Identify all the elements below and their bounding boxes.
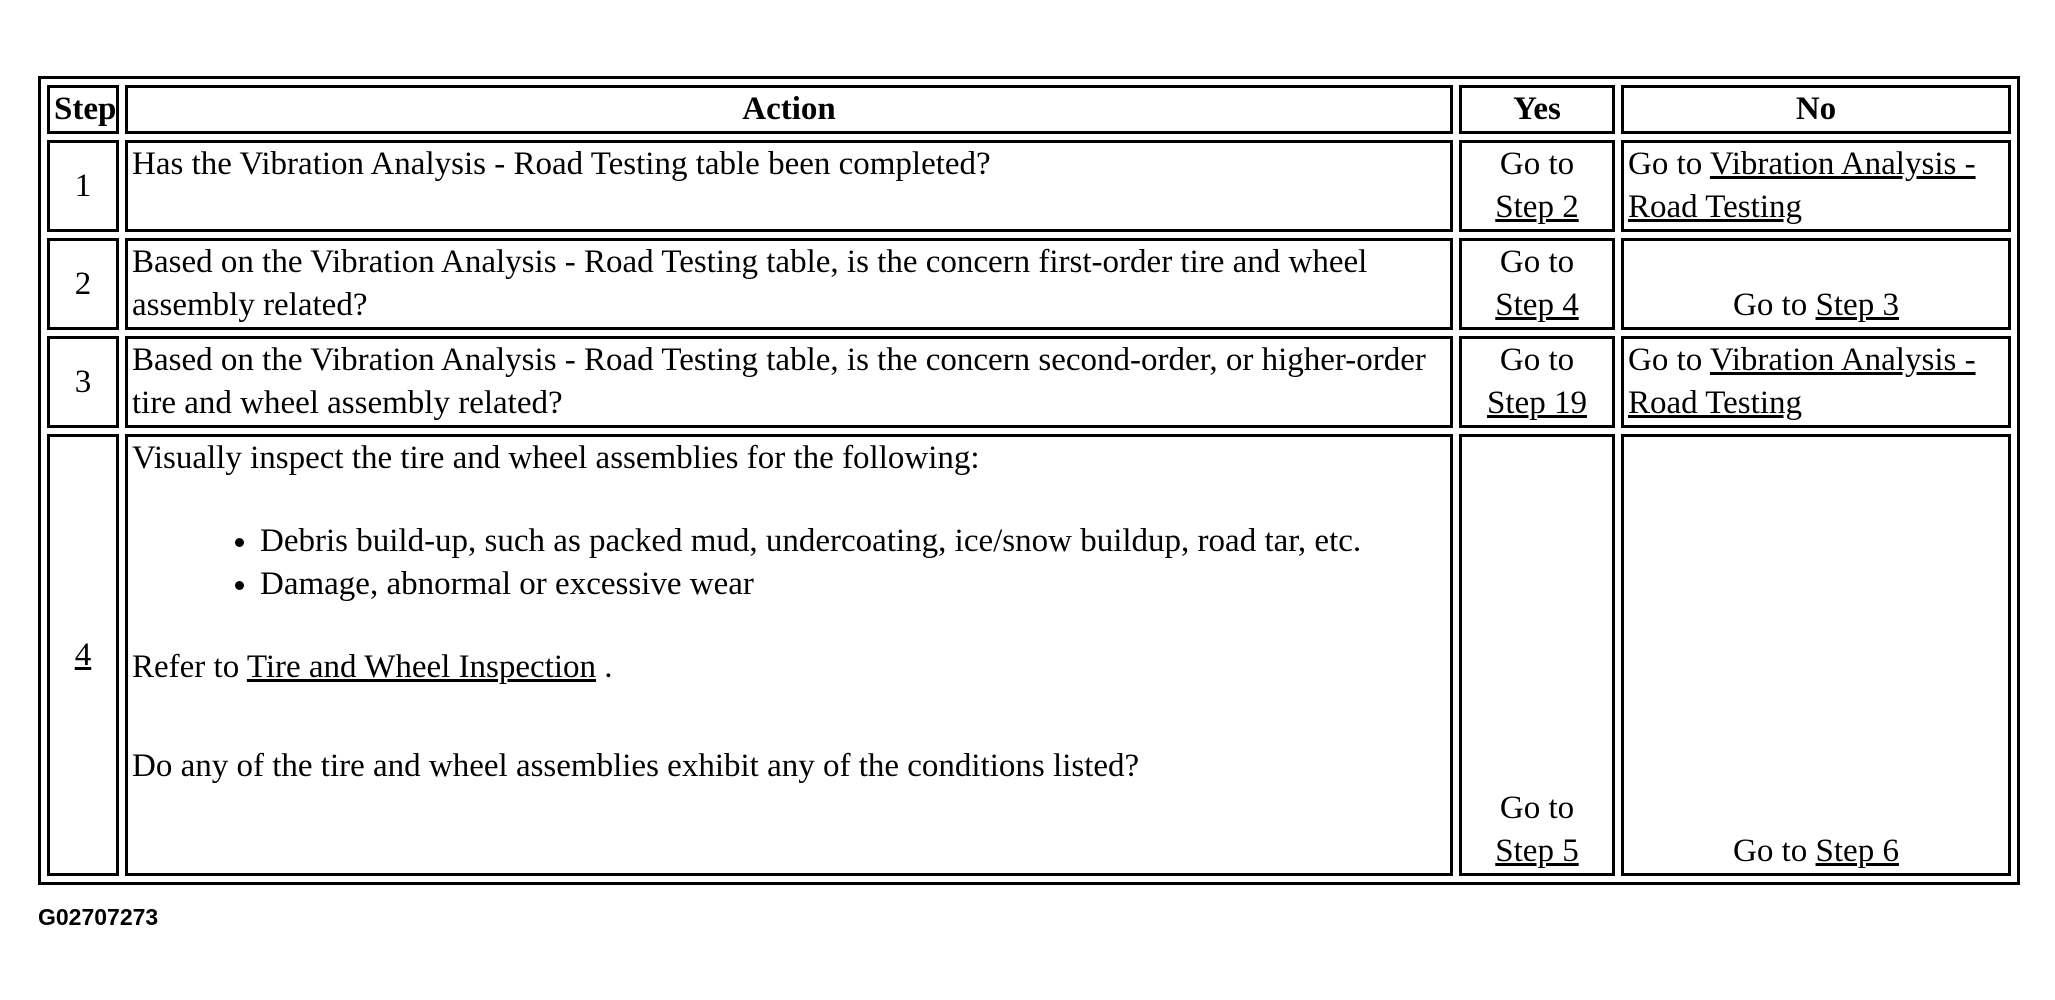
no-prefix: Go to xyxy=(1733,833,1808,869)
refer-suffix: . xyxy=(604,649,613,685)
figure-id: G02707273 xyxy=(38,904,159,930)
yes-step-link[interactable]: Step 2 xyxy=(1495,189,1579,225)
no-vibration-analysis-link[interactable]: Vibration Analysis - Road Testing xyxy=(1628,146,1976,225)
action-intro: Visually inspect the tire and wheel assemblies for the following: xyxy=(132,440,980,476)
yes-cell xyxy=(1459,238,1615,330)
yes-cell xyxy=(1459,140,1615,232)
tire-wheel-inspection-link[interactable]: Tire and Wheel Inspection xyxy=(246,649,597,685)
step-number-cell xyxy=(47,434,119,876)
yes-prefix: Go to xyxy=(1499,146,1575,182)
header-action: Action xyxy=(125,85,1453,134)
no-step-link[interactable]: Step 3 xyxy=(1815,287,1899,323)
yes-step-link[interactable]: Step 5 xyxy=(1495,833,1579,869)
step-number: 2 xyxy=(47,238,119,330)
yes-step-link[interactable]: Step 4 xyxy=(1495,287,1579,323)
no-cell xyxy=(1621,434,2011,876)
action-text: Based on the Vibration Analysis - Road Testing table, is the concern second-order, or higher-order tire and wheel assembly related? xyxy=(125,336,1453,428)
refer-line xyxy=(132,646,1446,689)
list-item: • Debris build-up, such as packed mud, undercoating, ice/snow buildup, road tar, etc. xyxy=(260,520,1446,563)
yes-step-link[interactable]: Step 19 xyxy=(1487,385,1587,421)
no-prefix: Go to xyxy=(1628,146,1703,182)
no-cell xyxy=(1621,336,2011,428)
no-prefix: Go to xyxy=(1628,342,1703,378)
table-row xyxy=(47,238,2011,330)
diagnostic-table xyxy=(38,76,2020,885)
no-cell xyxy=(1621,140,2011,232)
action-text: Has the Vibration Analysis - Road Testing table been completed? xyxy=(125,140,1453,232)
yes-prefix: Go to xyxy=(1499,244,1575,280)
table-row xyxy=(47,434,2011,876)
table-row xyxy=(47,140,2011,232)
action-text: Based on the Vibration Analysis - Road Testing table, is the concern first-order tire and wheel assembly related? xyxy=(125,238,1453,330)
header-step: Step xyxy=(47,85,119,134)
header-no: No xyxy=(1621,85,2011,134)
header-row xyxy=(47,85,2011,134)
action-cell xyxy=(125,434,1453,876)
step-number: 3 xyxy=(47,336,119,428)
header-yes: Yes xyxy=(1459,85,1615,134)
refer-prefix: Refer to xyxy=(132,649,240,685)
condition-list xyxy=(132,520,1446,606)
no-prefix: Go to xyxy=(1733,287,1808,323)
no-cell xyxy=(1621,238,2011,330)
yes-prefix: Go to xyxy=(1499,790,1575,826)
step-number: 1 xyxy=(47,140,119,232)
yes-prefix: Go to xyxy=(1499,342,1575,378)
list-item: • Damage, abnormal or excessive wear xyxy=(260,563,1446,606)
table-row xyxy=(47,336,2011,428)
no-step-link[interactable]: Step 6 xyxy=(1815,833,1899,869)
yes-cell xyxy=(1459,336,1615,428)
action-question: Do any of the tire and wheel assemblies exhibit any of the conditions listed? xyxy=(132,748,1140,784)
step-number-link[interactable]: 4 xyxy=(74,636,92,673)
no-vibration-analysis-link[interactable]: Vibration Analysis - Road Testing xyxy=(1628,342,1976,421)
spacer xyxy=(132,689,1446,745)
yes-cell xyxy=(1459,434,1615,876)
